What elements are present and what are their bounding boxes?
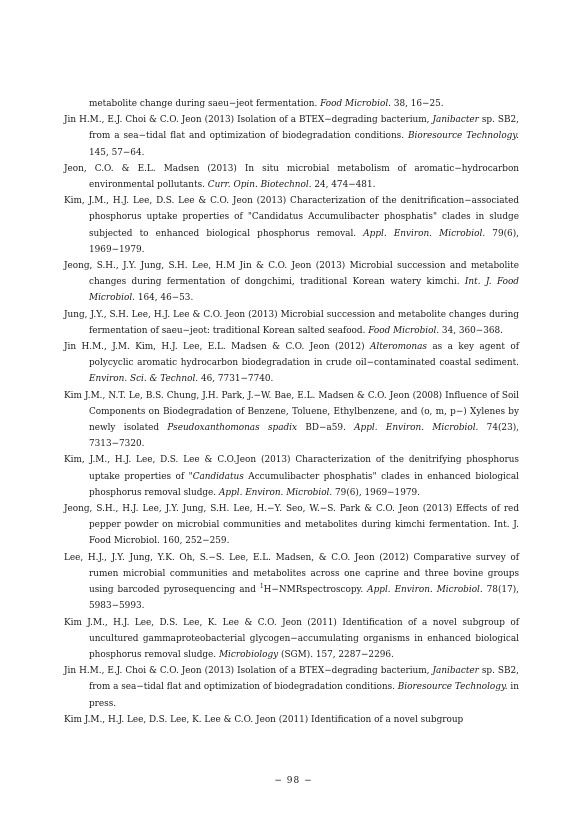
reference-text: Kim J.M., N.T. Le, B.S. Chung, J.H. Park, J.−W. Bae, E.L. Madsen & C.O. Jeon (2008) Influence of Soil Components on Biodegradation of Benzene, Toluene, Ethylbenzene, and (o, m, p−) Xylenes by newly isolated — [64, 390, 519, 434]
reference-entry — [64, 112, 519, 161]
reference-text: Jin H.M., E.J. Choi & C.O. Jeon (2013) Isolation of a BTEX−degrading bacterium, — [64, 115, 433, 126]
reference-entry — [64, 339, 519, 388]
reference-entry — [64, 258, 519, 307]
reference-text: 46, 7731−7740. — [198, 374, 274, 385]
reference-italic-text: Curr. Opin. Biotechnol. — [207, 180, 312, 191]
reference-text: Lee, H.J., J.Y. Jung, Y.K. Oh, S.−S. Lee, E.L. Madsen, & C.O. Jeon (2012) Comparative survey of rumen microbial communities and metabolites across one caprine and three bovine groups using barcoded pyrosequencing and — [64, 552, 519, 596]
reference-italic-text: Appl. Environ. Microbiol. — [367, 585, 483, 596]
reference-italic-text: Candidatus — [192, 471, 244, 482]
reference-entry — [64, 161, 519, 193]
reference-italic-text: Appl. Environ. Microbiol. — [354, 423, 479, 434]
reference-text: (SGM). 157, 2287−2296. — [278, 649, 394, 660]
page-number: − 98 − — [274, 776, 313, 786]
reference-entry — [64, 452, 519, 501]
reference-text: 34, 360−368. — [439, 325, 504, 336]
reference-text: Kim, J.M., H.J. Lee, D.S. Lee & C.O.Jeon (2013) Characterization of the denitrifying phosphorus uptake properties of " — [64, 455, 519, 482]
reference-italic-text: Alteromonas — [369, 342, 427, 353]
reference-italic-text: Appl. Environ. Microbiol. — [218, 487, 333, 498]
reference-text: 78(17), 5983−5993. — [89, 585, 519, 612]
reference-text: metabolite change during saeu−jeot fermentation. — [89, 99, 321, 109]
reference-text: 145, 57−64. — [89, 147, 145, 158]
reference-entry — [64, 501, 519, 550]
reference-italic-text: Janibacter — [432, 115, 479, 126]
reference-text: 24, 474−481. — [311, 180, 376, 191]
reference-italic-text: Bioresource Technology. — [408, 131, 519, 142]
reference-text: Kim, J.M., H.J. Lee, D.S. Lee & C.O. Jeon (2013) Characterization of the denitrification−associated phosphorus uptake properties of "Candidatus Accumulibacter phosphatis" clades in sludge subjected to enhanced biological phosphorus removal. — [64, 196, 519, 239]
reference-entry — [64, 193, 519, 258]
reference-text: sp. SB2, from a sea−tidal flat and optimization of biodegradation conditions. — [89, 115, 519, 142]
reference-text: Jeon, C.O. & E.L. Madsen (2013) In situ microbial metabolism of aromatic−hydrocarbon environmental pollutants. — [64, 163, 519, 191]
reference-text: Kim J.M., H.J. Lee, D.S. Lee, K. Lee & C.O. Jeon (2011) Identification of a novel subgroup of uncultured gammaproteobacterial glycogen−accumulating organisms in enhanced biological phosphorus removal sludge. — [64, 617, 519, 660]
reference-italic-text: Bioresource Technology. — [397, 682, 508, 693]
reference-entry — [64, 550, 519, 615]
reference-text: Kim J.M., H.J. Lee, D.S. Lee, K. Lee & C.O. Jeon (2011) Identification of a novel subgroup — [64, 714, 464, 725]
reference-italic-text: Food Microbiol. — [320, 99, 391, 109]
reference-text: Jin H.M., J.M. Kim, H.J. Lee, E.L. Madsen & C.O. Jeon (2012) — [64, 342, 370, 353]
reference-text: Jung, J.Y., S.H. Lee, H.J. Lee & C.O. Jeon (2013) Microbial succession and metabolite changes during fermentation of saeu−jeot: traditional Korean salted seafood. — [64, 309, 519, 336]
reference-text: 38, 16−25. — [391, 99, 444, 109]
reference-text: 74(23), 7313−7320. — [89, 423, 520, 450]
reference-italic-text: Environ. Sci. & Technol. — [89, 374, 199, 385]
reference-text: Accumulibacter phosphatis" clades in enhanced biological phosphorus removal sludge. — [89, 471, 519, 498]
reference-list — [64, 96, 519, 728]
reference-text: as a key agent of polycyclic aromatic hydrocarbon biodegradation in crude oil−contaminated coastal sediment. — [89, 342, 519, 369]
reference-italic-text: Int. J. Food Microbiol. — [89, 277, 519, 304]
reference-italic-text: Janibacter — [432, 666, 479, 677]
reference-text: 79(6), 1969−1979. — [89, 228, 519, 255]
reference-text: Jeong, S.H., J.Y. Jung, S.H. Lee, H.M Jin & C.O. Jeon (2013) Microbial succession and metabolite changes during fermentation of dongchimi, traditional Korean watery kimchi. — [64, 261, 519, 288]
reference-text: sp. SB2, from a sea−tidal flat and optimization of biodegradation conditions. — [89, 666, 519, 693]
reference-entry — [64, 712, 519, 728]
reference-text: 164, 46−53. — [135, 293, 194, 304]
reference-entry — [64, 388, 519, 453]
reference-italic-text: Microbiology — [218, 649, 279, 660]
reference-text: in press. — [89, 682, 519, 709]
reference-italic-text: Pseudoxanthomonas spadix — [167, 423, 298, 434]
reference-text: Jeong, S.H., H.J. Lee, J.Y. Jung, S.H. Lee, H.−Y. Seo, W.−S. Park & C.O. Jeon (2013) Effects of red pepper powder on microbial communities and metabolites during kimchi fermentation. Int. J. Food Microbiol. 160, 252−259. — [64, 504, 519, 547]
reference-italic-text: Appl. Environ. Microbiol. — [363, 228, 486, 239]
reference-entry — [64, 615, 519, 664]
reference-entry — [64, 663, 519, 712]
reference-text: BD−a59. — [297, 423, 355, 434]
reference-italic-text: Food Microbiol. — [368, 325, 440, 336]
reference-entry — [64, 307, 519, 339]
reference-entry — [64, 96, 519, 112]
reference-text: H−NMRspectroscopy. — [263, 585, 368, 596]
reference-text: Jin H.M., E.J. Choi & C.O. Jeon (2013) Isolation of a BTEX−degrading bacterium, — [64, 666, 433, 677]
reference-text: 1 — [259, 583, 264, 591]
reference-text: 79(6), 1969−1979. — [332, 487, 420, 498]
